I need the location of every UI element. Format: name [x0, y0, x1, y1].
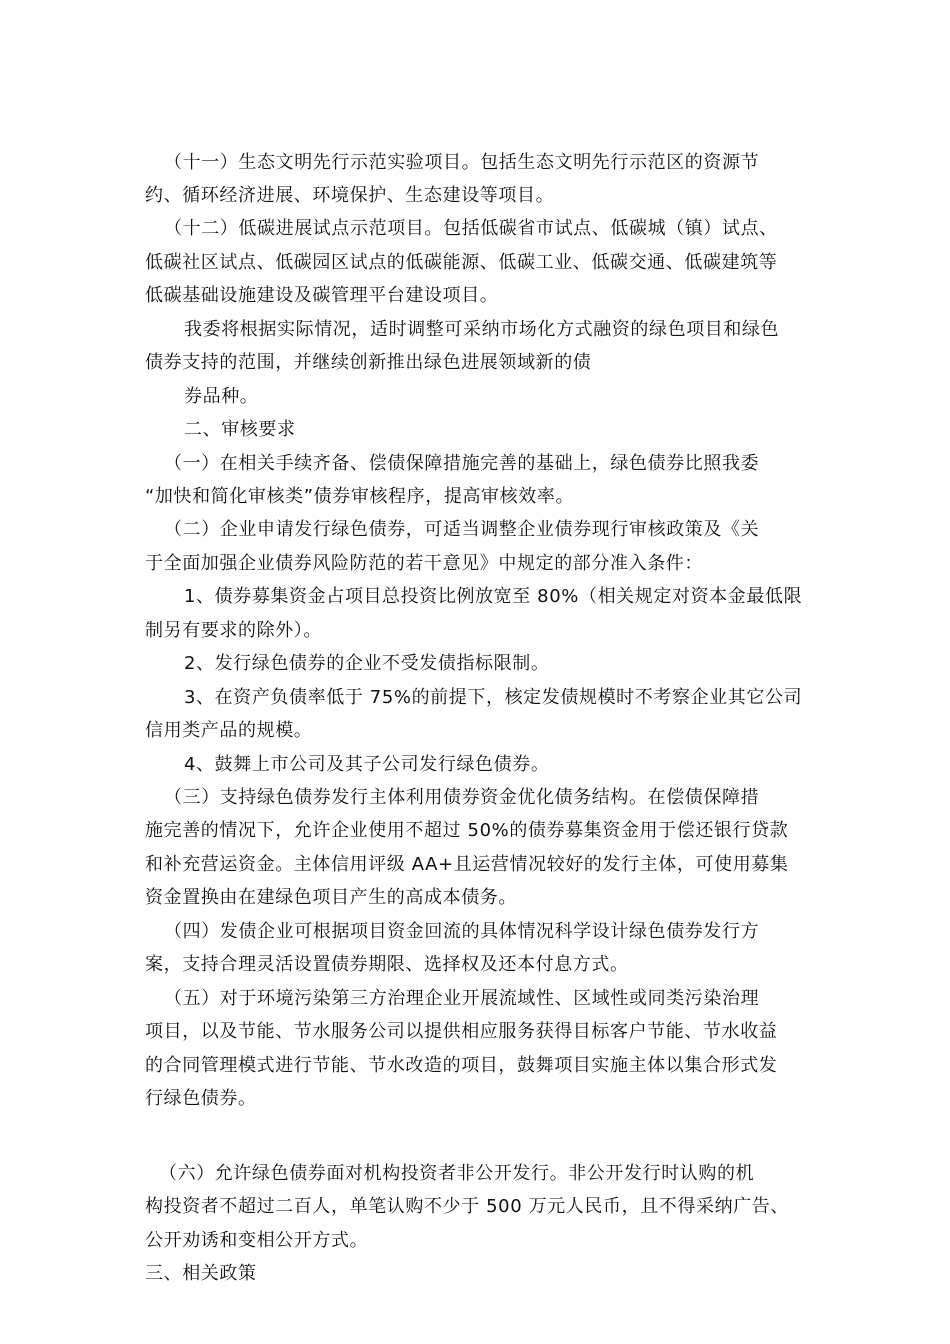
paragraph-line: 公开劝诱和变相公开方式。 [145, 1230, 369, 1251]
paragraph-line: 案，支持合理灵活设置债券期限、选择权及还本付息方式。 [145, 954, 629, 975]
paragraph-line: 我委将根据实际情况，适时调整可采纳市场化方式融资的绿色项目和绿色 [184, 319, 780, 340]
paragraph-line: 低碳基础设施建设及碳管理平台建设项目。 [145, 285, 499, 306]
paragraph-line: 于全面加强企业债券风险防范的若干意见》中规定的部分准入条件： [145, 553, 703, 574]
paragraph-line: （二）企业申请发行绿色债券，可适当调整企业债券现行审核政策及《关 [164, 519, 760, 540]
paragraph-line: 低碳社区试点、低碳园区试点的低碳能源、低碳工业、低碳交通、低碳建筑等 [145, 252, 778, 273]
paragraph-line: 施完善的情况下，允许企业使用不超过 50%的债券募集资金用于偿还银行贷款 [145, 820, 789, 841]
paragraph-line: （六）允许绿色债券面对机构投资者非公开发行。非公开发行时认购的机 [159, 1163, 755, 1184]
paragraph-line: （三）支持绿色债券发行主体利用债券资金优化债务结构。在偿债保障措 [164, 787, 760, 808]
paragraph-line: （五）对于环境污染第三方治理企业开展流域性、区域性或同类污染治理 [164, 988, 760, 1009]
paragraph-line: 行绿色债券。 [145, 1088, 257, 1109]
paragraph-line: （四）发债企业可根据项目资金回流的具体情况科学设计绿色债券发行方 [164, 921, 760, 942]
list-item: 4、鼓舞上市公司及其子公司发行绿色债券。 [184, 754, 550, 775]
paragraph-line: （十二）低碳进展试点示范项目。包括低碳省市试点、低碳城（镇）试点、 [164, 218, 778, 239]
paragraph-line: 的合同管理模式进行节能、节水改造的项目，鼓舞项目实施主体以集合形式发 [145, 1055, 778, 1076]
section-heading: 三、相关政策 [145, 1263, 257, 1284]
paragraph-line: “加快和简化审核类”债券审核程序，提高审核效率。 [145, 486, 575, 507]
paragraph-line: 项目，以及节能、节水服务公司以提供相应服务获得目标客户节能、节水收益 [145, 1021, 778, 1042]
paragraph-line: 约、循环经济进展、环境保护、生态建设等项目。 [145, 185, 555, 206]
paragraph-line: （一）在相关手续齐备、偿债保障措施完善的基础上，绿色债券比照我委 [164, 453, 760, 474]
list-item: 1、债券募集资金占项目总投资比例放宽至 80%（相关规定对资本金最低限 [184, 586, 803, 607]
paragraph-line: 资金置换由在建绿色项目产生的高成本债务。 [145, 887, 517, 908]
paragraph-line: 和补充营运资金。主体信用评级 AA+且运营情况较好的发行主体，可使用募集 [145, 854, 789, 875]
paragraph-line: 构投资者不超过二百人，单笔认购不少于 500 万元人民币，且不得采纳广告、 [145, 1196, 789, 1217]
list-item: 3、在资产负债率低于 75%的前提下，核定发债规模时不考察企业其它公司 [184, 687, 803, 708]
section-heading: 二、审核要求 [184, 419, 296, 440]
paragraph-line: 制另有要求的除外）。 [145, 620, 322, 641]
paragraph-line: （十一）生态文明先行示范实验项目。包括生态文明先行示范区的资源节 [164, 152, 760, 173]
paragraph-line: 信用类产品的规模。 [145, 720, 313, 741]
list-item: 2、发行绿色债券的企业不受发债指标限制。 [184, 653, 550, 674]
paragraph-line: 券品种。 [184, 386, 259, 407]
paragraph-line: 债券支持的范围，并继续创新推出绿色进展领域新的债 [145, 352, 592, 373]
